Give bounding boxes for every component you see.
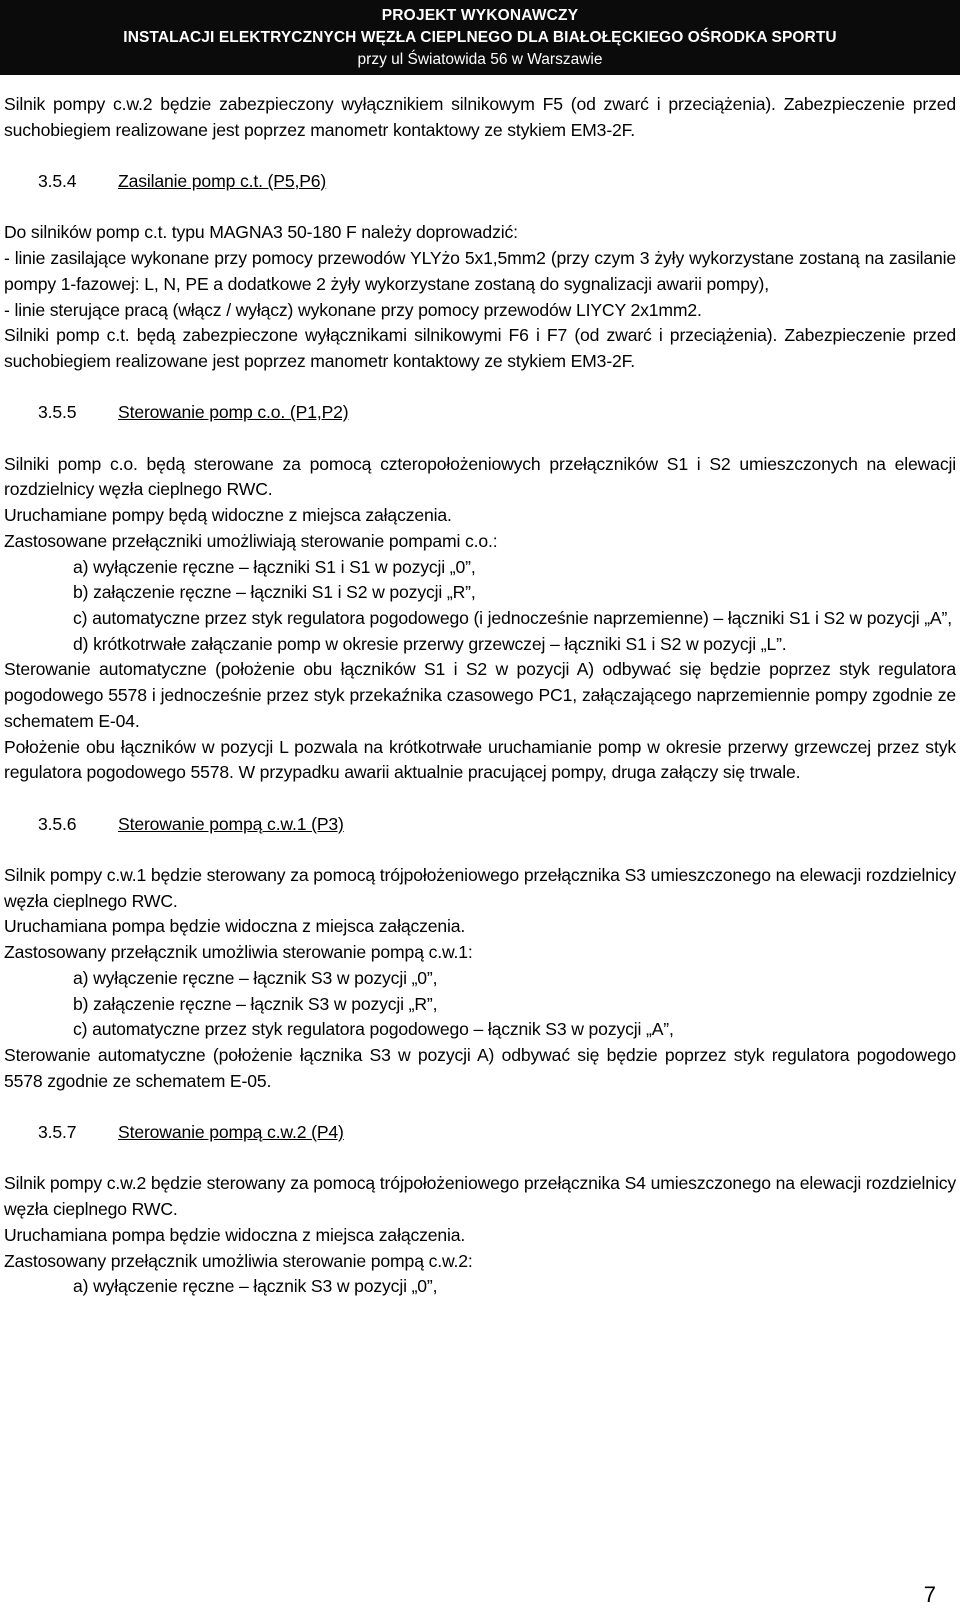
header-address: przy ul Światowida 56 w Warszawie [357, 51, 603, 68]
paragraph: Położenie obu łączników w pozycji L pozwala na krótkotrwałe uruchamianie pomp w okresie przerwy grzewczej przez styk regulatora pogodowego 5578. W przypadku awarii aktualnie pracującej pompy, druga załączy się trwale. [4, 736, 956, 783]
section-title: Sterowanie pompą c.w.2 (P4) [118, 1122, 344, 1143]
page-number: 7 [923, 1582, 936, 1607]
section-number: 3.5.7 [38, 1122, 77, 1143]
list-item: - linie sterujące pracą (włącz / wyłącz) wykonane przy pomocy przewodów LIYCY 2x1mm2. [4, 299, 702, 320]
section-number: 3.5.5 [38, 402, 77, 423]
list-item: - linie zasilające wykonane przy pomocy przewodów YLYżo 5x1,5mm2 (przy czym 3 żyły wykorzystane zostaną na zasilanie pompy 1-fazowej: L, N, PE a dodatkowe 2 żyły wykorzystane zostaną do sygnalizacji awarii pompy), [4, 248, 956, 294]
list-item: c) automatyczne przez styk regulatora pogodowego – łącznik S3 w pozycji „A”, [73, 1019, 674, 1040]
list-item: c) automatyczne przez styk regulatora pogodowego (i jednocześnie naprzemienne) – łączniki S1 i S2 w pozycji „A”, [73, 608, 952, 628]
paragraph: Zastosowany przełącznik umożliwia sterowanie pompą c.w.2: [4, 1250, 473, 1271]
paragraph: Silnik pompy c.w.2 będzie sterowany za pomocą trójpołożeniowego przełącznika S4 umieszczonego na elewacji rozdzielnicy węzła cieplnego RWC. [4, 1173, 956, 1220]
paragraph: Sterowanie automatyczne (położenie obu łączników S1 i S2 w pozycji A) odbywać się będzie poprzez styk regulatora pogodowego 5578 i jednocześnie przez styk przekaźnika czasowego PC1, załączającego naprzemiennie pompy zgodnie ze schematem E-04. [4, 659, 956, 731]
section-heading-3-5-7 [4, 1120, 956, 1146]
section-heading-3-5-5 [4, 400, 956, 426]
list-item: a) wyłączenie ręczne – łącznik S3 w pozycji „0”, [73, 967, 438, 988]
paragraph: Silniki pomp c.o. będą sterowane za pomocą czteropołożeniowych przełączników S1 i S2 umieszczonych na elewacji rozdzielnicy węzła cieplnego RWC. [4, 453, 956, 500]
header-installation-title: INSTALACJI ELEKTRYCZNYCH WĘZŁA CIEPLNEGO DLA BIAŁOŁĘCKIEGO OŚRODKA SPORTU [123, 29, 837, 46]
paragraph: Sterowanie automatyczne (położenie łącznika S3 w pozycji A) odbywać się będzie poprzez styk regulatora pogodowego 5578 zgodnie ze schematem E-05. [4, 1044, 956, 1091]
paragraph: Uruchamiane pompy będą widoczne z miejsca załączenia. [4, 505, 452, 526]
list-item: d) krótkotrwałe załączanie pomp w okresie przerwy grzewczej – łączniki S1 i S2 w pozycji „L”. [73, 633, 787, 654]
section-title: Sterowanie pomp c.o. (P1,P2) [118, 402, 349, 423]
section-number: 3.5.6 [38, 813, 77, 834]
intro-paragraph: Silnik pompy c.w.2 będzie zabezpieczony wyłącznikiem silnikowym F5 (od zwarć i przeciążenia). Zabezpieczenie przed suchobiegiem realizowane jest poprzez manometr kontaktowy ze stykiem EM3-2F. [4, 94, 956, 140]
section-number: 3.5.4 [38, 171, 77, 192]
list-item: b) załączenie ręczne – łączniki S1 i S2 w pozycji „R”, [73, 582, 476, 603]
section-heading-3-5-6 [4, 812, 956, 838]
document-body [4, 92, 956, 1300]
paragraph: Zastosowany przełącznik umożliwia sterowanie pompą c.w.1: [4, 942, 473, 963]
paragraph: Silniki pomp c.t. będą zabezpieczone wyłącznikami silnikowymi F6 i F7 (od zwarć i przeciążenia). Zabezpieczenie przed suchobiegiem realizowane jest poprzez manometr kontaktowy ze stykiem EM3-2F. [4, 325, 956, 371]
paragraph: Do silników pomp c.t. typu MAGNA3 50-180 F należy doprowadzić: [4, 222, 518, 243]
list-item: a) wyłączenie ręczne – łączniki S1 i S1 w pozycji „0”, [73, 556, 476, 577]
paragraph: Uruchamiana pompa będzie widoczna z miejsca załączenia. [4, 1224, 466, 1245]
paragraph: Zastosowane przełączniki umożliwiają sterowanie pompami c.o.: [4, 530, 498, 551]
header-project-title: PROJEKT WYKONAWCZY [381, 7, 579, 24]
section-heading-3-5-4 [4, 169, 956, 195]
document-header [0, 0, 960, 75]
list-item: a) wyłączenie ręczne – łącznik S3 w pozycji „0”, [73, 1276, 438, 1297]
list-item: b) załączenie ręczne – łącznik S3 w pozycji „R”, [73, 993, 438, 1014]
section-title: Zasilanie pomp c.t. (P5,P6) [118, 171, 327, 192]
paragraph: Silnik pompy c.w.1 będzie sterowany za pomocą trójpołożeniowego przełącznika S3 umieszczonego na elewacji rozdzielnicy węzła cieplnego RWC. [4, 865, 956, 911]
paragraph: Uruchamiana pompa będzie widoczna z miejsca załączenia. [4, 916, 466, 937]
section-title: Sterowanie pompą c.w.1 (P3) [118, 813, 344, 834]
